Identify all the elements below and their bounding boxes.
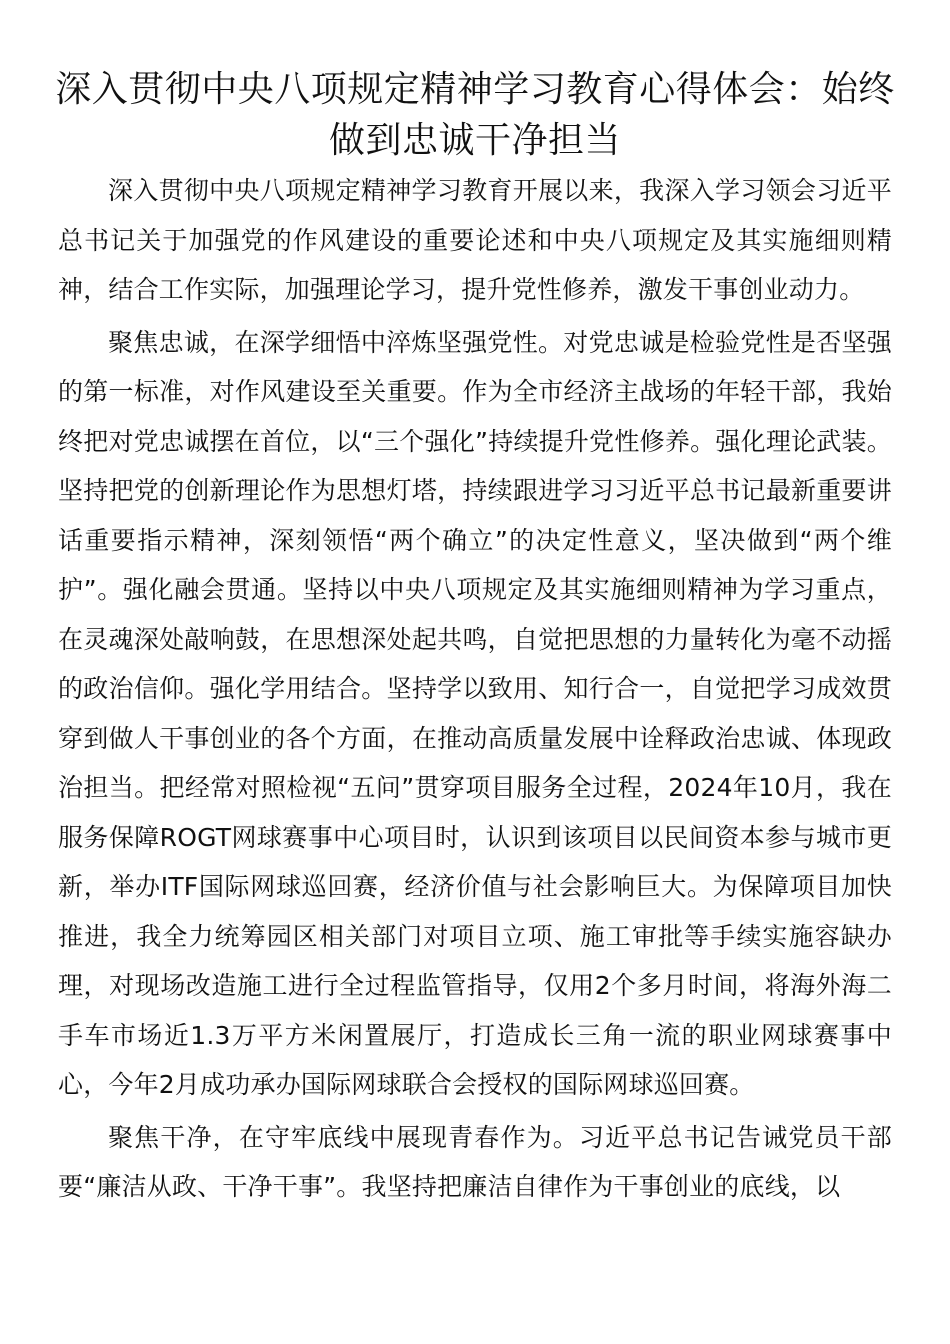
paragraph-integrity: 聚焦干净，在守牢底线中展现青春作为。习近平总书记告诫党员干部要“廉洁从政、干净干事”。我坚持把廉洁自律作为干事创业的底线，以 (58, 1122, 892, 1201)
document-body (58, 166, 892, 1215)
paragraph-intro: 深入贯彻中央八项规定精神学习教育开展以来，我深入学习领会习近平总书记关于加强党的作风建设的重要论述和中央八项规定及其实施细则精神，结合工作实际，加强理论学习，提升党性修养，激发干事创业动力。 (58, 176, 892, 304)
document-title: 深入贯彻中央八项规定精神学习教育心得体会：始终做到忠诚干净担当 (55, 69, 895, 161)
paragraph-loyalty: 聚焦忠诚，在深学细悟中淬炼坚强党性。对党忠诚是检验党性是否坚强的第一标准，对作风建设至关重要。作为全市经济主战场的年轻干部，我始终把对党忠诚摆在首位，以“三个强化”持续提升党性修养。强化理论武装。坚持把党的创新理论作为思想灯塔，持续跟进学习习近平总书记最新重要讲话重要指示精神，深刻领悟“两个确立”的决定性意义，坚决做到“两个维护”。强化融会贯通。坚持以中央八项规定及其实施细则精神为学习重点，在灵魂深处敲响鼓，在思想深处起共鸣，自觉把思想的力量转化为毫不动摇的政治信仰。强化学用结合。坚持学以致用、知行合一，自觉把学习成效贯穿到做人干事创业的各个方面，在推动高质量发展中诠释政治忠诚、体现政治担当。把经常对照检视“五问”贯穿项目服务全过程，2024年10月，我在服务保障ROGT网球赛事中心项目时，认识到该项目以民间资本参与城市更新，举办ITF国际网球巡回赛，经济价值与社会影响巨大。为保障项目加快推进，我全力统筹园区相关部门对项目立项、施工审批等手续实施容缺办理，对现场改造施工进行全过程监管指导，仅用2个多月时间，将海外海二手车市场近1.3万平方米闲置展厅，打造成长三角一流的职业网球赛事中心，今年2月成功承办国际网球联合会授权的国际网球巡回赛。 (58, 327, 892, 1099)
